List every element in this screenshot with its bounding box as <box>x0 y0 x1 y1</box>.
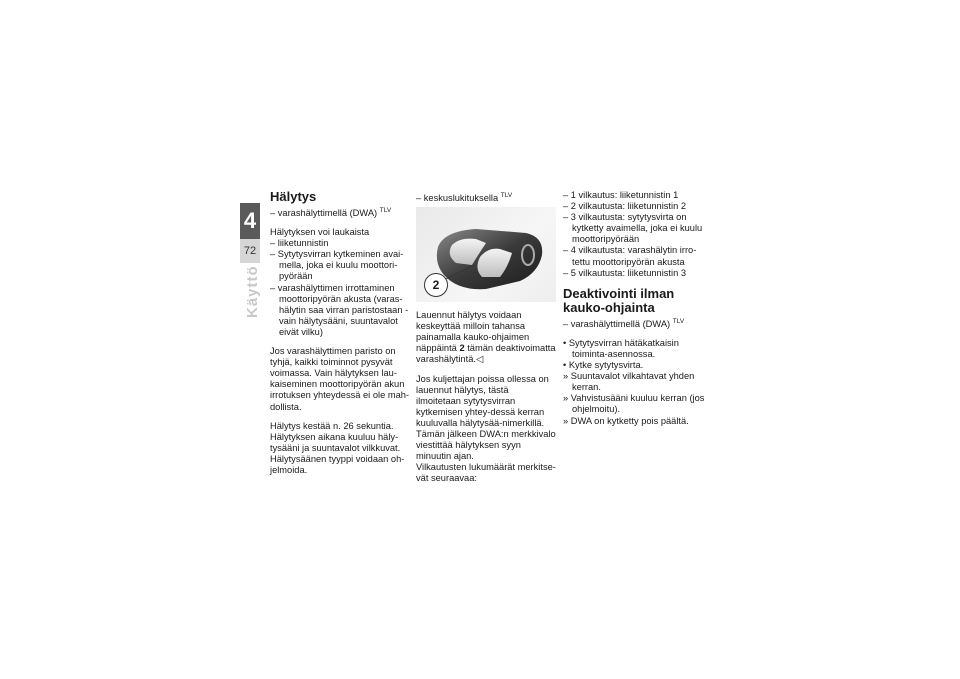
remote-control-photo <box>416 207 556 302</box>
paragraph: Jos varashälyttimen paristo on tyhjä, kaikki toiminnot pysyvät voimassa. Vain hälytyksen lau-kaiseminen moottoripyörän akun irrotuksen yhteydessä ei ole mah-dollista. <box>270 346 410 412</box>
blink-item: – 1 vilkautus: liiketunnistin 1 <box>563 190 705 201</box>
list-item: – varashälyttimen irrottaminen moottoripyörän akusta (varas-hälytin saa virran paristostaan - vain hälytysääni, suuntavalot eivät vilku) <box>270 283 412 338</box>
chapter-number: 4 <box>240 203 260 239</box>
intro-text: Hälytyksen voi laukaista <box>270 227 370 238</box>
blink-item: – 3 vilkautusta: sytytysvirta on kytketty avaimella, joka ei kuulu moottoripyörään <box>563 212 705 245</box>
text-run: Lauennut hälytys voidaan keskeyttää milloin tahansa painamalla kauko-ohjaimen näppäintä <box>416 310 530 354</box>
section-heading-alarm: Hälytys <box>270 189 317 204</box>
result-item: » DWA on kytketty pois päältä. <box>563 416 705 427</box>
list-item: – liiketunnistin <box>270 238 412 249</box>
option-text: varashälyttimellä (DWA) <box>277 208 378 218</box>
result-item: » Vahvistusääni kuuluu kerran (jos ohjelmoitu). <box>563 393 705 415</box>
blink-item: – 2 vilkautusta: liiketunnistin 2 <box>563 201 705 212</box>
list-item: – Sytytysvirran kytkeminen avai-mella, joka ei kuulu moottori-pyörään <box>270 249 412 282</box>
blink-item: – 4 vilkautusta: varashälytin irro-tettu moottoripyörän akusta <box>563 245 705 267</box>
column-1 <box>270 190 412 476</box>
button-ref: 2 <box>459 343 465 354</box>
blink-item: – 5 vilkautusta: liiketunnistin 3 <box>563 268 705 279</box>
paragraph <box>416 310 556 365</box>
option-dwa <box>270 205 412 219</box>
result-item: » Suuntavalot vilkahtavat yhden kerran. <box>563 371 705 393</box>
option-sup: TLV <box>500 192 513 199</box>
option-central-locking <box>416 190 556 204</box>
option-text: keskuslukituksella <box>423 193 499 203</box>
instruction-item: • Sytytysvirran hätäkatkaisin toiminta-asennossa. <box>563 338 705 360</box>
paragraph: Hälytys kestää n. 26 sekuntia. Hälytyksen aikana kuuluu häly-tysääni ja suuntavalot vilkkuvat. Hälytysäänen tyyppi voidaan oh-jelmoida. <box>270 420 405 475</box>
option-text: varashälyttimellä (DWA) <box>570 318 671 329</box>
option-sup: TLV <box>672 317 685 325</box>
text-run: tämän deaktivoimatta varashälytintä. <box>416 343 556 365</box>
paragraph: Jos kuljettajan poissa ollessa on lauennut hälytys, tästä ilmoitetaan sytytysvirran kytkemisen yhtey-dessä kerran kuuluvalla hälytysää-nimerkillä. Tämän jälkeen DWA:n merkkivalo viestittää hälytyksen syyn minuutin ajan. <box>416 373 556 462</box>
chapter-title: Käyttö <box>244 265 261 318</box>
callout-2: 2 <box>424 273 448 297</box>
option-dwa <box>563 316 705 330</box>
option-sup: TLV <box>379 207 392 214</box>
column-2 <box>416 190 556 485</box>
instruction-item: • Kytke sytytysvirta. <box>563 360 705 371</box>
section-heading-deactivation: Deaktivointi ilman kauko-ohjainta <box>563 285 675 315</box>
page-number: 72 <box>240 239 260 263</box>
paragraph: Vilkautusten lukumäärät merkitse-vät seuraavaa: <box>416 462 556 484</box>
end-marker-icon: ◁ <box>475 354 484 365</box>
column-3 <box>563 190 705 427</box>
